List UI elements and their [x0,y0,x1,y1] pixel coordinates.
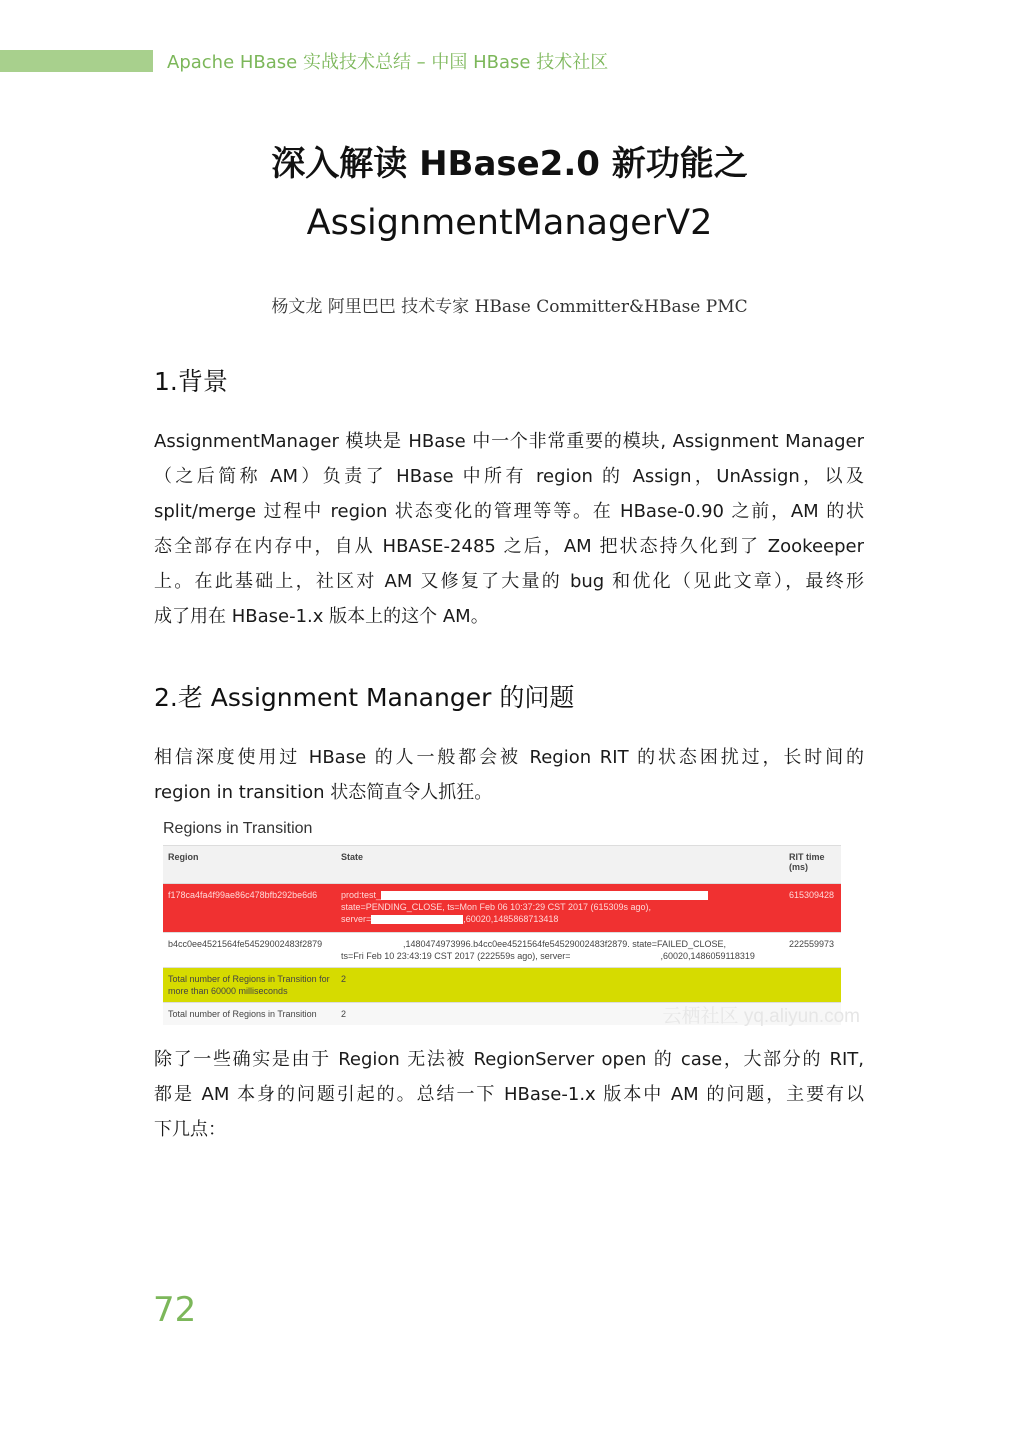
section2-heading: 2.老 Assignment Mananger 的问题 [154,683,575,712]
section1-paragraph [154,424,864,634]
paragraph-line: 态全部存在内存中，自从 HBASE-2485 之后，AM 把状态持久化到了 Zookeeper [154,536,864,557]
rit-screenshot [163,816,860,1028]
redaction-box [381,891,708,900]
section2-intro-paragraph [154,740,864,810]
row-region: b4cc0ee4521564fe54529002483f2879 [163,933,336,968]
row-state: ,1480474973996.b4cc0ee4521564fe54529002483f2879. state=FAILED_CLOSE, ts=Fri Feb 10 23:43:19 CST 2017 (222559s ago), server= ,60020,1486059118319 [336,933,784,968]
header-region: Region [163,846,336,884]
paragraph-line: AssignmentManager 模块是 HBase 中一个非常重要的模块, Assignment Manager [154,431,864,452]
section1-heading: 1.背景 [154,367,228,396]
screenshot-title: Regions in Transition [163,820,313,837]
article-author: 杨文龙 阿里巴巴 技术专家 HBase Committer&HBase PMC [271,297,748,317]
table-row [163,884,841,933]
paragraph-line: 都是 AM 本身的问题引起的。总结一下 HBase-1.x 版本中 AM 的问题，主要有以 [154,1084,864,1105]
paragraph-line: （之后简称 AM）负责了 HBase 中所有 region 的 Assign，UnAssign，以及 [154,466,864,487]
paragraph-line: split/merge 过程中 region 状态变化的管理等等。在 HBase-0.90 之前，AM 的状 [154,501,864,522]
redaction-box [570,952,660,961]
table-row [163,933,841,968]
row-rit-time: 222559973 [784,933,841,968]
row-state: prod:test_ state=PENDING_CLOSE, ts=Mon Feb 06 10:37:29 CST 2017 (615309s ago), server= ,60020,1485868713418 [336,884,784,933]
paragraph-line: region in transition 状态简直令人抓狂。 [154,782,493,803]
article-title-line1: 深入解读 HBase2.0 新功能之 [271,144,748,184]
paragraph-line: 成了用在 HBase-1.x 版本上的这个 AM。 [154,606,489,627]
row-region: f178ca4fa4f99ae86c478bfb292be6d6 [163,884,336,933]
article-title-line2: AssignmentManagerV2 [306,203,713,243]
row-summary-value: 2 [336,1003,784,1026]
table-header-row [163,846,841,884]
section2-outro-paragraph [154,1042,864,1147]
header-state: State [336,846,784,884]
paragraph-line: 下几点： [154,1119,226,1140]
watermark: 云栖社区 yq.aliyun.com [662,1006,860,1027]
header-rit-time: RIT time (ms) [784,846,841,884]
header-accent-bar [0,50,153,72]
redaction-box [371,915,463,924]
paragraph-line: 上。在此基础上，社区对 AM 又修复了大量的 bug 和优化（见此文章），最终形 [154,571,864,592]
row-summary-value: 2 [336,968,784,1003]
row-rit-time: 615309428 [784,884,841,933]
paragraph-line: 除了一些确实是由于 Region 无法被 RegionServer open 的 case，大部分的 RIT, [154,1049,864,1070]
page-number: 72 [153,1290,197,1330]
redaction-box [341,940,403,949]
rit-table [163,845,841,1025]
row-summary-label: Total number of Regions in Transition for more than 60000 milliseconds [163,968,336,1003]
running-header: Apache HBase 实战技术总结 – 中国 HBase 技术社区 [167,52,609,73]
row-summary-label: Total number of Regions in Transition [163,1003,336,1026]
table-row [163,968,841,1003]
paragraph-line: 相信深度使用过 HBase 的人一般都会被 Region RIT 的状态困扰过，长时间的 [154,747,864,768]
